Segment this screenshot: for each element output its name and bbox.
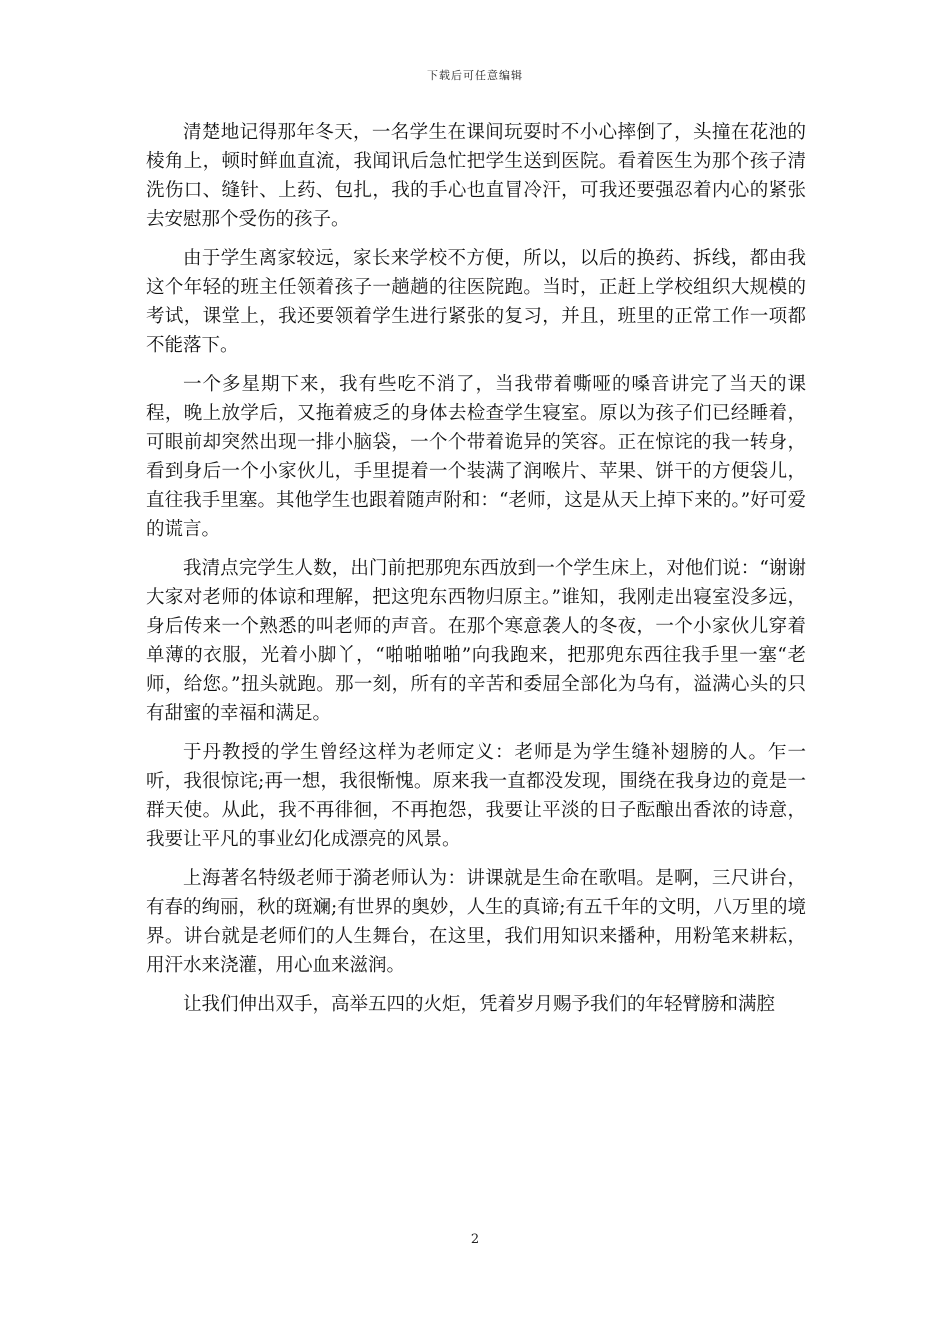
document-body — [146, 118, 806, 1029]
page-header: 下载后可任意编辑 — [427, 69, 523, 82]
page-number: 2 — [470, 1232, 480, 1247]
paragraph: 由于学生离家较远，家长来学校不方便，所以，以后的换药、拆线，都由我这个年轻的班主任领着孩子一趟趟的往医院跑。当时，正赶上学校组织大规模的考试，课堂上，我还要领着学生进行紧张的复习，并且，班里的正常工作一项都不能落下。 — [146, 248, 806, 356]
paragraph: 让我们伸出双手，高举五四的火炬，凭着岁月赐予我们的年轻臂膀和满腔 — [183, 994, 776, 1015]
paragraph: 我清点完学生人数，出门前把那兜东西放到一个学生床上，对他们说：“谢谢大家对老师的体谅和理解，把这兜东西物归原主。”谁知，我刚走出寝室没多远，身后传来一个熟悉的叫老师的声音。在那个寒意袭人的冬夜，一个小家伙儿穿着单薄的衣服，光着小脚丫，“啪啪啪啪”向我跑来，把那兜东西往我手里一塞“老师，给您。”扭头就跑。那一刻，所有的辛苦和委屈全部化为乌有，溢满心头的只有甜蜜的幸福和满足。 — [146, 558, 806, 724]
paragraph: 于丹教授的学生曾经这样为老师定义：老师是为学生缝补翅膀的人。乍一听，我很惊诧;再一想，我很惭愧。原来我一直都没发现，围绕在我身边的竟是一群天使。从此，我不再徘徊，不再抱怨，我要让平淡的日子酝酿出香浓的诗意，我要让平凡的事业幻化成漂亮的风景。 — [146, 742, 806, 850]
paragraph: 一个多星期下来，我有些吃不消了，当我带着嘶哑的嗓音讲完了当天的课程，晚上放学后，又拖着疲乏的身体去检查学生寝室。原以为孩子们已经睡着，可眼前却突然出现一排小脑袋，一个个带着诡异的笑容。正在惊诧的我一转身，看到身后一个小家伙儿，手里提着一个装满了润喉片、苹果、饼干的方便袋儿，直往我手里塞。其他学生也跟着随声附和：“老师，这是从天上掉下来的。”好可爱的谎言。 — [146, 374, 806, 540]
paragraph: 上海著名特级老师于漪老师认为：讲课就是生命在歌唱。是啊，三尺讲台，有春的绚丽，秋的斑斓;有世界的奥妙，人生的真谛;有五千年的文明，八万里的境界。讲台就是老师们的人生舞台，在这里，我们用知识来播种，用粉笔来耕耘，用汗水来浇灌，用心血来滋润。 — [146, 868, 806, 976]
paragraph: 清楚地记得那年冬天，一名学生在课间玩耍时不小心摔倒了，头撞在花池的棱角上，顿时鲜血直流，我闻讯后急忙把学生送到医院。看着医生为那个孩子清洗伤口、缝针、上药、包扎，我的手心也直冒冷汗，可我还要强忍着内心的紧张去安慰那个受伤的孩子。 — [146, 122, 806, 230]
